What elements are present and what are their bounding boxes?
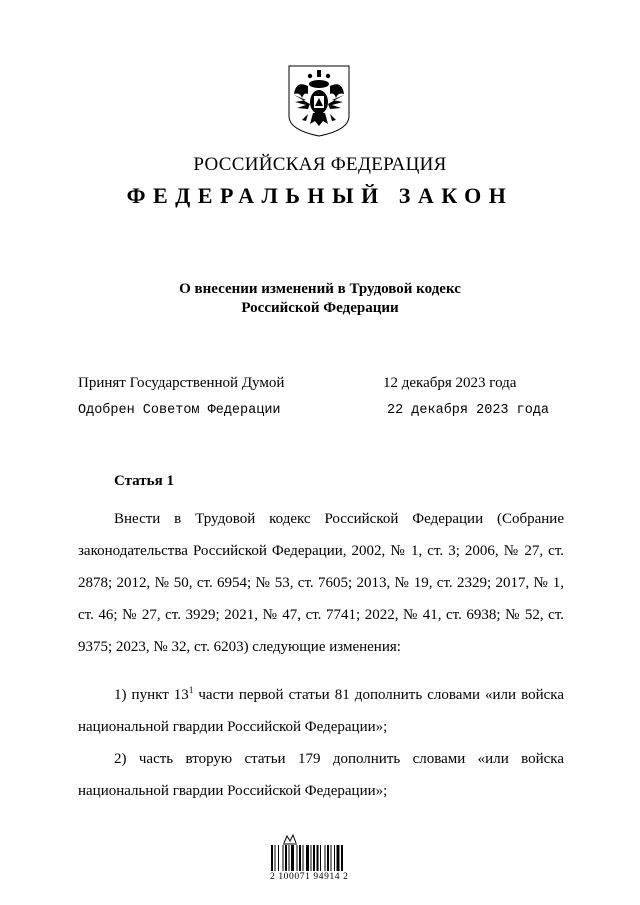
barcode-icon: [270, 845, 376, 871]
article-item-2: [78, 743, 564, 807]
approved-by-council-date: 22 декабря 2023 года: [387, 403, 550, 418]
item-1-text-end: части первой статьи 81 дополнить словами «или войска национальной гвардии Российской Федерации»;: [78, 687, 564, 735]
coat-of-arms-icon: [286, 64, 352, 138]
article-intro-text: Внести в Трудовой кодекс Российской Федерации (Собрание законодательства Российской Федерации, 2002, № 1, ст. 3; 2006, № 27, ст. 2878; 2012, № 50, ст. 6954; № 53, ст. 7605; 2013, № 19, ст. 2329; 2017, № 1, ст. 46; № 27, ст. 3929; 2021, № 47, ст. 7741; 2022, № 41, ст. 6938; № 52, ст. 9375; 2023, № 32, ст. 6203) следующие изменения:: [78, 511, 564, 655]
article-intro-paragraph: [78, 503, 564, 663]
printer-logo-icon: [283, 833, 297, 845]
item-1-text-start: 1) пункт 13: [114, 687, 189, 703]
approved-by-council-label: Одобрен Советом Федерации: [78, 403, 281, 418]
item-1-superscript: 1: [188, 685, 194, 695]
barcode-number: 2 100071 94914 2: [270, 872, 349, 882]
law-title-line-1: О внесении изменений в Трудовой кодекс: [179, 281, 461, 297]
adopted-by-duma-date: 12 декабря 2023 года: [383, 375, 517, 391]
article-item-1: [78, 679, 564, 743]
document-type-heading: ФЕДЕРАЛЬНЫЙ ЗАКОН: [126, 183, 514, 208]
article-title: Статья 1: [114, 473, 174, 489]
law-title-line-2: Российской Федерации: [241, 300, 399, 316]
adopted-by-duma-label: Принят Государственной Думой: [78, 375, 285, 391]
country-heading: РОССИЙСКАЯ ФЕДЕРАЦИЯ: [193, 154, 447, 175]
item-2-text: 2) часть вторую статьи 179 дополнить словами «или войска национальной гвардии Российской Федерации»;: [78, 751, 564, 799]
